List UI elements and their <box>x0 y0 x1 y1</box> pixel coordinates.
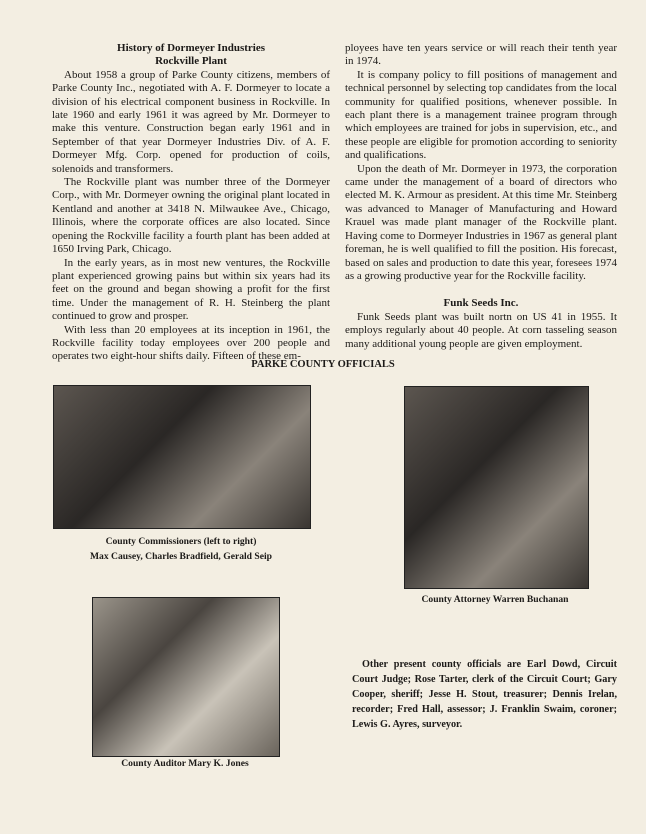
article-dormeyer <box>52 42 330 364</box>
commissioners-caption-1: County Commissioners (left to right) <box>105 536 257 547</box>
paragraph: With less than 20 employees at its inception in 1961, the Rockville facility today employees over 200 people and operates two eight-hour shifts daily. Fifteen of these em- <box>52 323 330 363</box>
article-continued <box>345 42 617 351</box>
paragraph: The Rockville plant was number three of the Dormeyer Corp., with Mr. Dormeyer owning the original plant located in Kentland and another at 3418 N. Milwaukee Ave., Chicago, Illinois, where the corporate offices are also located. Since opening the Rockville facility a fourth plant has been added at 1650 Irving Park, Chicago. <box>52 176 330 256</box>
paragraph: It is company policy to fill positions of management and technical personnel by selecting top candidates from the local community for qualified positions, whenever possible. In each plant there is a management trainee program through which employees are trained for jobs in supervision, etc., and these people are eligible for promotion according to seniority and qualifications. <box>345 68 617 162</box>
paragraph: Funk Seeds plant was built nortn on US 41 in 1955. It employs regularly about 40 people. At corn tasseling season many additional young people are given employment. <box>345 310 617 350</box>
article-title-funk: Funk Seeds Inc. <box>443 297 519 310</box>
commissioners-caption-2: Max Causey, Charles Bradfield, Gerald Seip <box>89 551 272 562</box>
attorney-photo <box>404 386 589 589</box>
auditor-photo <box>92 597 280 757</box>
article-subtitle: Rockville Plant <box>155 55 227 68</box>
section-heading: PARKE COUNTY OFFICIALS <box>251 359 395 370</box>
other-officials-paragraph: Other present county officials are Earl Dowd, Circuit Court Judge; Rose Tarter, clerk of the Circuit Court; Gary Cooper, sheriff; Jesse H. Stout, treasurer; Dennis Irelan, recorder; Fred Hall, assessor; J. Franklin Swaim, coroner; Lewis G. Ayres, surveyor. <box>352 659 617 730</box>
article-title: History of Dormeyer Industries <box>117 42 265 54</box>
paragraph: In the early years, as in most new ventures, the Rockville plant experienced growing pains but within six years had its feet on the ground and began showing a profit for the first time. Under the management of R. H. Steinberg the plant continued to grow and prosper. <box>52 256 330 323</box>
auditor-caption: County Auditor Mary K. Jones <box>121 758 249 769</box>
commissioners-photo <box>53 385 311 529</box>
paragraph: Upon the death of Mr. Dormeyer in 1973, the corporation came under the management of a board of directors who elected M. K. Armour as president. At this time Mr. Steinberg was advanced to Manager of Manufacturing and Howard Krauel was made plant manager of the Rockville plant. Having come to Dormeyer Industries in 1967 as general plant foreman, he is well qualified to fill the position. His forecast, based on sales and production to date this year, foresees 1974 as a growing productive year for the Rockville facility. <box>345 162 617 282</box>
paragraph: About 1958 a group of Parke County citizens, members of Parke County Inc., negotiated with A. F. Dormeyer to locate a division of his electrical component business in Rockville. In late 1960 and early 1961 it was agreed by Mr. Dormeyer to make this venture. Construction began early 1961 and in September of that year Dormeyer Industries Div. of A. F. Dormeyer Mfg. Corp. opened for production of coils, solenoids and transformers. <box>52 68 330 175</box>
attorney-caption: County Attorney Warren Buchanan <box>421 594 569 605</box>
paragraph: ployees have ten years service or will reach their tenth year in 1974. <box>345 42 617 68</box>
